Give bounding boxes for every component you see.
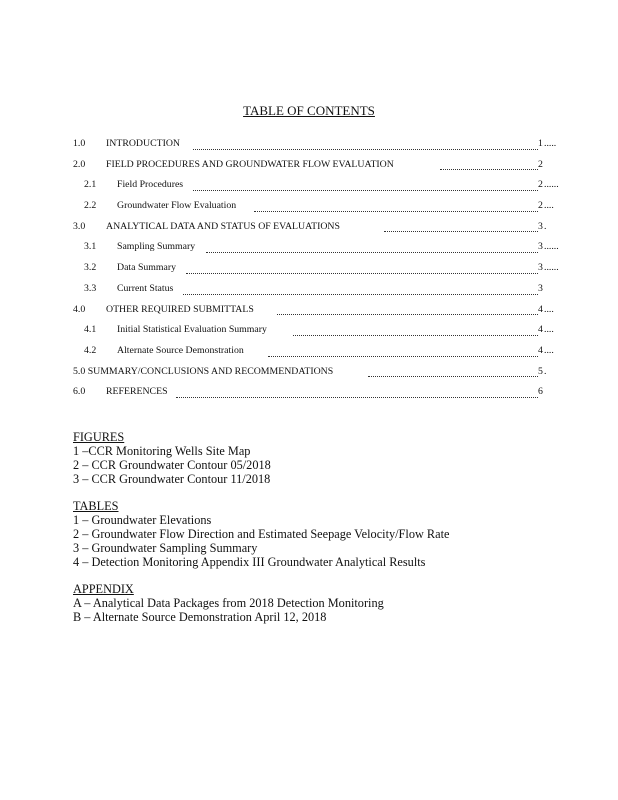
figure-item: 3 – CCR Groundwater Contour 11/2018 — [73, 472, 271, 486]
toc-page-number: 5 — [538, 365, 543, 377]
toc-entry-number: 2.0 — [73, 158, 86, 170]
toc-page-number: 4 — [538, 344, 543, 356]
toc-entry — [73, 320, 573, 341]
toc-page-number: 1 — [538, 138, 543, 149]
toc-entry-title: Alternate Source Demonstration — [117, 344, 244, 356]
toc-trailing-dots: . — [544, 220, 547, 232]
toc-entry — [73, 300, 573, 321]
figures-heading: FIGURES — [73, 430, 125, 444]
toc-entry — [73, 196, 573, 217]
toc-entry — [73, 362, 573, 383]
tables-heading: TABLES — [73, 499, 119, 513]
toc-leader-dots — [254, 211, 538, 212]
toc-trailing-dots: .... — [544, 200, 554, 212]
toc-trailing-dots: ...... — [544, 262, 559, 274]
appendix-item: A – Analytical Data Packages from 2018 Detection Monitoring — [73, 596, 384, 610]
toc-entry-number: 2.2 — [84, 200, 97, 212]
figure-item: 1 –CCR Monitoring Wells Site Map — [73, 444, 251, 458]
toc-entry-title: ANALYTICAL DATA AND STATUS OF EVALUATIONS — [106, 220, 340, 232]
toc-entry — [73, 341, 573, 362]
toc-trailing-dots: ...... — [544, 241, 559, 253]
toc-page-number: 3 — [538, 282, 543, 294]
appendix-section — [73, 582, 384, 624]
toc-entry-title: Groundwater Flow Evaluation — [117, 200, 237, 212]
toc-entry-title: Current Status — [117, 282, 174, 294]
toc-leader-dots — [368, 376, 538, 377]
toc-entry — [73, 175, 573, 196]
toc-entry — [73, 279, 573, 300]
toc-page-number: 3 — [538, 241, 543, 253]
toc-page-number: 6 — [538, 386, 543, 398]
toc-entry-number: 4.0 — [73, 303, 86, 315]
toc-trailing-dots: .... — [544, 324, 554, 336]
toc-entry-number: 6.0 — [73, 386, 86, 398]
toc-entry — [73, 155, 573, 176]
toc-page-number: 2 — [538, 179, 543, 191]
toc-entry-title: Initial Statistical Evaluation Summary — [117, 324, 267, 336]
toc-entry-title: INTRODUCTION — [106, 138, 181, 149]
toc-trailing-dots: . — [544, 365, 547, 377]
toc-leader-dots — [206, 252, 538, 253]
toc-entry-title: 5.0 SUMMARY/CONCLUSIONS AND RECOMMENDATIONS — [73, 365, 334, 377]
toc-entry — [73, 237, 573, 258]
toc-leader-dots — [176, 397, 538, 398]
table-of-contents — [73, 134, 573, 403]
toc-trailing-dots: .... — [544, 303, 554, 315]
toc-page-number: 3 — [538, 220, 543, 232]
toc-entry — [73, 217, 573, 238]
tables-section — [73, 499, 449, 569]
toc-leader-dots — [193, 149, 538, 150]
toc-entry-number: 3.2 — [84, 262, 97, 274]
toc-entry — [73, 382, 573, 403]
figure-item: 2 – CCR Groundwater Contour 05/2018 — [73, 458, 271, 472]
toc-page-number: 3 — [538, 262, 543, 274]
table-item: 1 – Groundwater Elevations — [73, 513, 212, 527]
toc-leader-dots — [384, 231, 538, 232]
toc-entry-title: OTHER REQUIRED SUBMITTALS — [106, 303, 254, 315]
toc-entry-title: Data Summary — [117, 262, 177, 274]
appendix-heading: APPENDIX — [73, 582, 134, 596]
toc-entry — [73, 258, 573, 279]
toc-leader-dots — [186, 273, 538, 274]
toc-entry-number: 1.0 — [73, 138, 86, 149]
toc-leader-dots — [183, 294, 538, 295]
toc-entry-number: 2.1 — [84, 179, 97, 191]
toc-page-number: 2 — [538, 158, 543, 170]
appendix-item: B – Alternate Source Demonstration April 12, 2018 — [73, 610, 327, 624]
toc-entry-title: Sampling Summary — [117, 241, 196, 253]
toc-entry — [73, 134, 573, 155]
table-item: 2 – Groundwater Flow Direction and Estimated Seepage Velocity/Flow Rate — [73, 527, 450, 541]
toc-page-number: 4 — [538, 324, 543, 336]
toc-entry-number: 3.3 — [84, 282, 97, 294]
toc-entry-number: 3.1 — [84, 241, 97, 253]
toc-trailing-dots: ..... — [544, 138, 557, 149]
table-item: 4 – Detection Monitoring Appendix III Groundwater Analytical Results — [73, 555, 426, 569]
toc-trailing-dots: ...... — [544, 179, 559, 191]
toc-page-number: 2 — [538, 200, 543, 212]
toc-leader-dots — [440, 169, 538, 170]
toc-entry-number: 4.1 — [84, 324, 97, 336]
toc-page-number: 4 — [538, 303, 543, 315]
toc-entry-number: 3.0 — [73, 220, 86, 232]
toc-entry-number: 4.2 — [84, 344, 97, 356]
table-item: 3 – Groundwater Sampling Summary — [73, 541, 258, 555]
toc-leader-dots — [193, 190, 538, 191]
toc-leader-dots — [293, 335, 538, 336]
toc-entry-title: Field Procedures — [117, 179, 184, 191]
toc-entry-title: REFERENCES — [106, 386, 168, 398]
toc-leader-dots — [277, 314, 538, 315]
figures-section — [73, 430, 271, 486]
toc-title: TABLE OF CONTENTS — [243, 103, 375, 118]
toc-entry-title: FIELD PROCEDURES AND GROUNDWATER FLOW EVALUATION — [106, 158, 394, 170]
toc-leader-dots — [268, 356, 538, 357]
toc-trailing-dots: .... — [544, 344, 554, 356]
